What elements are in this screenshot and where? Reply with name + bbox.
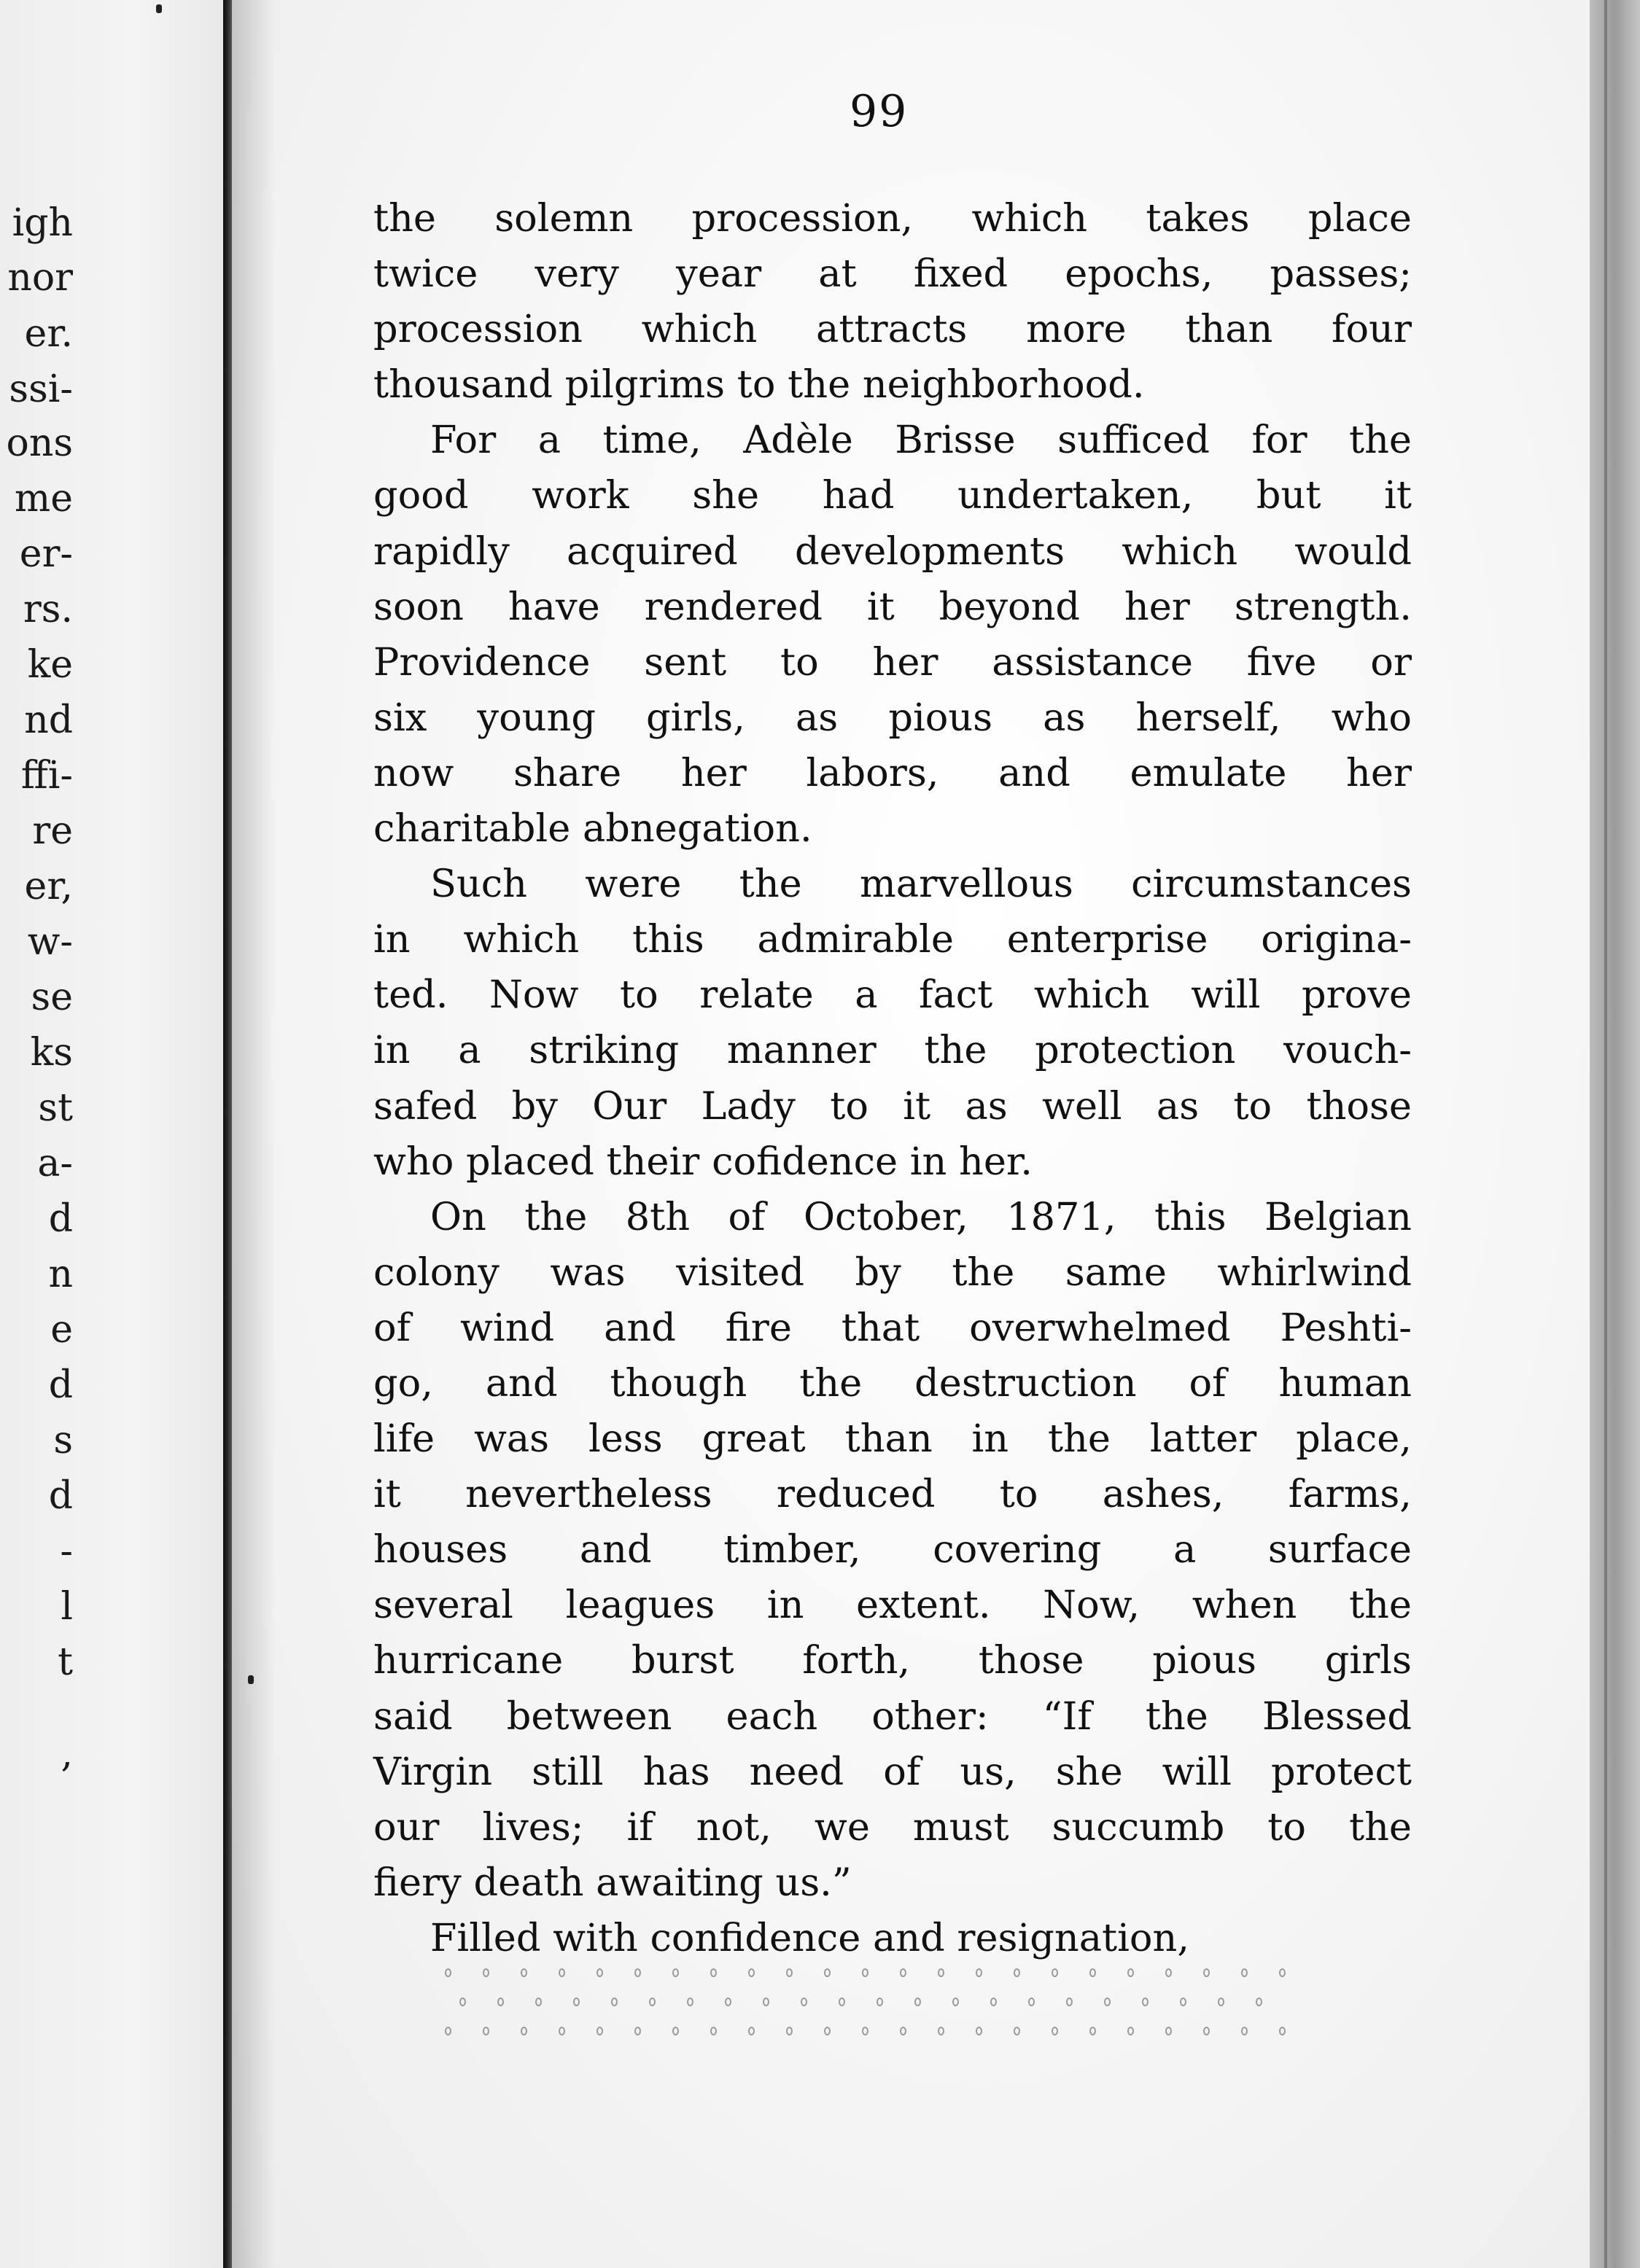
- perforation-dot: [801, 1998, 807, 2006]
- text-line: [373, 1911, 1412, 1966]
- perforation-dot: [1104, 1998, 1111, 2006]
- text-line-content: soon have rendered it beyond her strength.: [373, 584, 1412, 629]
- perforation-dot: [1052, 1968, 1058, 1977]
- text-line-content: For a time, Adèle Brisse sufficed for the: [430, 418, 1412, 463]
- perforation-dot: [497, 1998, 504, 2006]
- left-page-fragment: s: [53, 1419, 73, 1462]
- left-page-fragment: rs.: [23, 588, 73, 631]
- perforation-dot: [1014, 1968, 1020, 1977]
- text-line-content: our lives; if not, we must succumb to the: [373, 1804, 1412, 1850]
- text-line: [373, 1578, 1412, 1633]
- perforation-dot: [1218, 1998, 1224, 2006]
- text-line: [373, 413, 1412, 468]
- perforation-dot: [862, 2027, 868, 2035]
- left-page-fragment: d: [48, 1474, 73, 1518]
- left-page-fragment: er-: [19, 532, 73, 576]
- text-line: [373, 1134, 1412, 1190]
- perforation-dot: [839, 1998, 845, 2006]
- left-page-fragment: a-: [37, 1142, 73, 1185]
- text-line-content: twice very year at fixed epochs, passes;: [373, 252, 1412, 297]
- perforation-dot: [725, 1998, 731, 2006]
- text-line: [373, 191, 1412, 246]
- left-page-fragment: -: [60, 1529, 73, 1573]
- left-page-fragment: ,: [61, 1732, 73, 1776]
- perforation-dot: [1052, 2027, 1058, 2035]
- text-line-content: fiery death awaiting us.”: [373, 1860, 852, 1905]
- perforation-dot: [1089, 2027, 1096, 2035]
- text-line-content: Such were the marvellous circumstances: [430, 862, 1412, 907]
- left-page-fragment: ons: [6, 421, 73, 465]
- perforation-dot: [824, 2027, 831, 2035]
- text-line: [373, 302, 1412, 357]
- perforation-dot: [1066, 1998, 1073, 2006]
- left-page-fragment: l: [61, 1585, 73, 1629]
- left-page-fragment: me: [14, 477, 73, 521]
- page-edge-line: [1604, 0, 1607, 2268]
- perforation-dot: [672, 2027, 679, 2035]
- left-page-fragment: w-: [27, 920, 73, 964]
- text-line: [373, 1800, 1412, 1855]
- text-line-content: rapidly acquired developments which would: [373, 529, 1412, 574]
- perforation-dot: [786, 2027, 793, 2035]
- left-page-fragment: er.: [24, 312, 73, 356]
- text-line: [373, 1245, 1412, 1301]
- perforation-dot: [483, 2027, 489, 2035]
- perforation-dot: [1241, 1968, 1248, 1977]
- perforation-dot: [521, 1968, 527, 1977]
- perforation-dot: [824, 1968, 831, 1977]
- perforation-dot: [559, 1968, 565, 1977]
- perforation-dot: [763, 1998, 769, 2006]
- perforation-dot: [877, 1998, 883, 2006]
- text-line-content: thousand pilgrims to the neighborhood.: [373, 362, 1145, 408]
- perforation-dot: [445, 2027, 451, 2035]
- perforation-dot: [1203, 1968, 1210, 1977]
- perforation-dot: [710, 2027, 717, 2035]
- perforation-dot: [521, 2027, 527, 2035]
- text-line-content: who placed their cofidence in her.: [373, 1139, 1033, 1184]
- perforation-dot: [596, 2027, 603, 2035]
- text-line-content: safed by Our Lady to it as well as to those: [373, 1083, 1412, 1129]
- text-line: [373, 912, 1412, 967]
- page-gutter: [223, 0, 232, 2268]
- perforation-dot: [1127, 2027, 1134, 2035]
- text-line: [373, 1301, 1412, 1356]
- perforation-dot: [1279, 1968, 1286, 1977]
- left-page-fragment: ks: [30, 1031, 73, 1075]
- text-line-content: it nevertheless reduced to ashes, farms,: [373, 1472, 1412, 1517]
- left-page-fragment: e: [50, 1308, 73, 1352]
- left-page-fragment: n: [48, 1252, 73, 1296]
- left-page-fragment: d: [48, 1363, 73, 1407]
- left-page-fragment: igh: [12, 201, 73, 245]
- perforation-dot: [1241, 2027, 1248, 2035]
- text-line: [373, 580, 1412, 635]
- left-page-fragment: nor: [7, 256, 73, 300]
- text-line: [373, 1356, 1412, 1411]
- page-number: 99: [850, 86, 909, 137]
- text-line-content: in which this admirable enterprise origina-: [373, 917, 1412, 962]
- text-line-content: procession which attracts more than four: [373, 307, 1412, 352]
- text-line-content: several leagues in extent. Now, when the: [373, 1583, 1412, 1628]
- text-line-content: go, and though the destruction of human: [373, 1360, 1412, 1406]
- text-line-content: six young girls, as pious as herself, who: [373, 695, 1412, 740]
- text-line: [373, 967, 1412, 1023]
- text-line-content: good work she had undertaken, but it: [373, 473, 1412, 518]
- text-line: [373, 746, 1412, 801]
- left-page-fragment: ffi-: [20, 754, 73, 798]
- perforation-dot: [1203, 2027, 1210, 2035]
- text-line-content: colony was visited by the same whirlwind: [373, 1250, 1412, 1295]
- text-line: [373, 1190, 1412, 1245]
- perforation-dot: [634, 1968, 641, 1977]
- left-page-fragment: ke: [27, 643, 73, 687]
- text-line: [373, 1522, 1412, 1578]
- perforation-dot: [1089, 1968, 1096, 1977]
- text-line-content: charitable abnegation.: [373, 806, 812, 852]
- text-line-content: now share her labors, and emulate her: [373, 750, 1412, 795]
- perforation-dot: [938, 2027, 944, 2035]
- left-page: [0, 0, 226, 2268]
- page-edge: [1590, 0, 1640, 2268]
- perforation-dot: [596, 1968, 603, 1977]
- perforation-dot: [611, 1998, 618, 2006]
- text-line-content: said between each other: “If the Blessed: [373, 1694, 1412, 1739]
- perforation-dot: [1279, 2027, 1286, 2035]
- perforation-dot: [900, 1968, 906, 1977]
- perforation-dot: [573, 1998, 580, 2006]
- text-line-content: houses and timber, covering a surface: [373, 1527, 1412, 1573]
- text-line-content: Virgin still has need of us, she will protect: [373, 1749, 1412, 1794]
- perforation-dot: [710, 1968, 717, 1977]
- text-line-content: On the 8th of October, 1871, this Belgian: [430, 1194, 1412, 1239]
- text-line-content: ted. Now to relate a fact which will prove: [373, 973, 1412, 1018]
- left-page-fragment: se: [31, 975, 73, 1019]
- left-page-fragment: t: [58, 1640, 73, 1684]
- perforation-dot: [748, 1968, 755, 1977]
- text-line: [373, 690, 1412, 746]
- text-line: [373, 357, 1412, 413]
- perforation-dot: [914, 1998, 921, 2006]
- perforation-dot: [535, 1998, 542, 2006]
- text-line: [373, 1689, 1412, 1745]
- perforation-dot: [1256, 1998, 1262, 2006]
- text-line: [373, 468, 1412, 523]
- text-line-content: life was less great than in the latter place,: [373, 1416, 1412, 1462]
- perforation-dot: [459, 1998, 466, 2006]
- perforation-dot: [952, 1998, 959, 2006]
- perforation-dot: [786, 1968, 793, 1977]
- perforation-dot: [483, 1968, 489, 1977]
- text-line: [373, 246, 1412, 302]
- perforation-dot: [1028, 1998, 1035, 2006]
- left-page-fragment: st: [38, 1086, 73, 1130]
- text-line-content: of wind and fire that overwhelmed Peshti-: [373, 1305, 1412, 1350]
- text-line-content: hurricane burst forth, those pious girls: [373, 1638, 1412, 1683]
- ink-speck: [156, 4, 162, 13]
- perforation-dot: [900, 2027, 906, 2035]
- perforation-dot: [938, 1968, 944, 1977]
- text-line: [373, 1467, 1412, 1522]
- perforation-dot: [990, 1998, 997, 2006]
- perforation-dot: [672, 1968, 679, 1977]
- perforation-dot: [1127, 1968, 1134, 1977]
- text-line: [373, 524, 1412, 580]
- text-line-content: the solemn procession, which takes place: [373, 196, 1412, 241]
- perforation-dot: [634, 2027, 641, 2035]
- body-text: [373, 191, 1412, 1966]
- perforation-dot: [559, 2027, 565, 2035]
- text-line: [373, 1855, 1412, 1911]
- text-line: [373, 1633, 1412, 1688]
- left-page-fragment: er,: [24, 865, 73, 908]
- gutter-shadow: [232, 0, 276, 2268]
- perforation-dot: [862, 1968, 868, 1977]
- perforation-dot: [1142, 1998, 1149, 2006]
- perforation-dot: [1180, 1998, 1186, 2006]
- perforation-dot: [1165, 1968, 1172, 1977]
- text-line: [373, 1079, 1412, 1134]
- text-line: [373, 1745, 1412, 1800]
- perforation-dot: [976, 1968, 982, 1977]
- text-line-content: Filled with confidence and resignation,: [430, 1915, 1190, 1960]
- text-line: [373, 801, 1412, 857]
- text-line-content: in a striking manner the protection vouch-: [373, 1028, 1412, 1073]
- text-line: [373, 857, 1412, 912]
- perforation-dot: [748, 2027, 755, 2035]
- perforation-dot: [1014, 2027, 1020, 2035]
- left-page-fragment: nd: [24, 698, 73, 742]
- text-line: [373, 1411, 1412, 1467]
- left-page-fragment: d: [48, 1197, 73, 1241]
- perforation-dot: [976, 2027, 982, 2035]
- left-page-fragment: ssi-: [9, 367, 73, 411]
- left-page-fragment: re: [32, 809, 73, 853]
- perforation-dot: [649, 1998, 656, 2006]
- perforation-dot: [687, 1998, 693, 2006]
- text-line-content: Providence sent to her assistance five or: [373, 639, 1412, 685]
- perforation-dot: [445, 1968, 451, 1977]
- text-line: [373, 1023, 1412, 1078]
- text-line: [373, 635, 1412, 690]
- perforation-dot: [1165, 2027, 1172, 2035]
